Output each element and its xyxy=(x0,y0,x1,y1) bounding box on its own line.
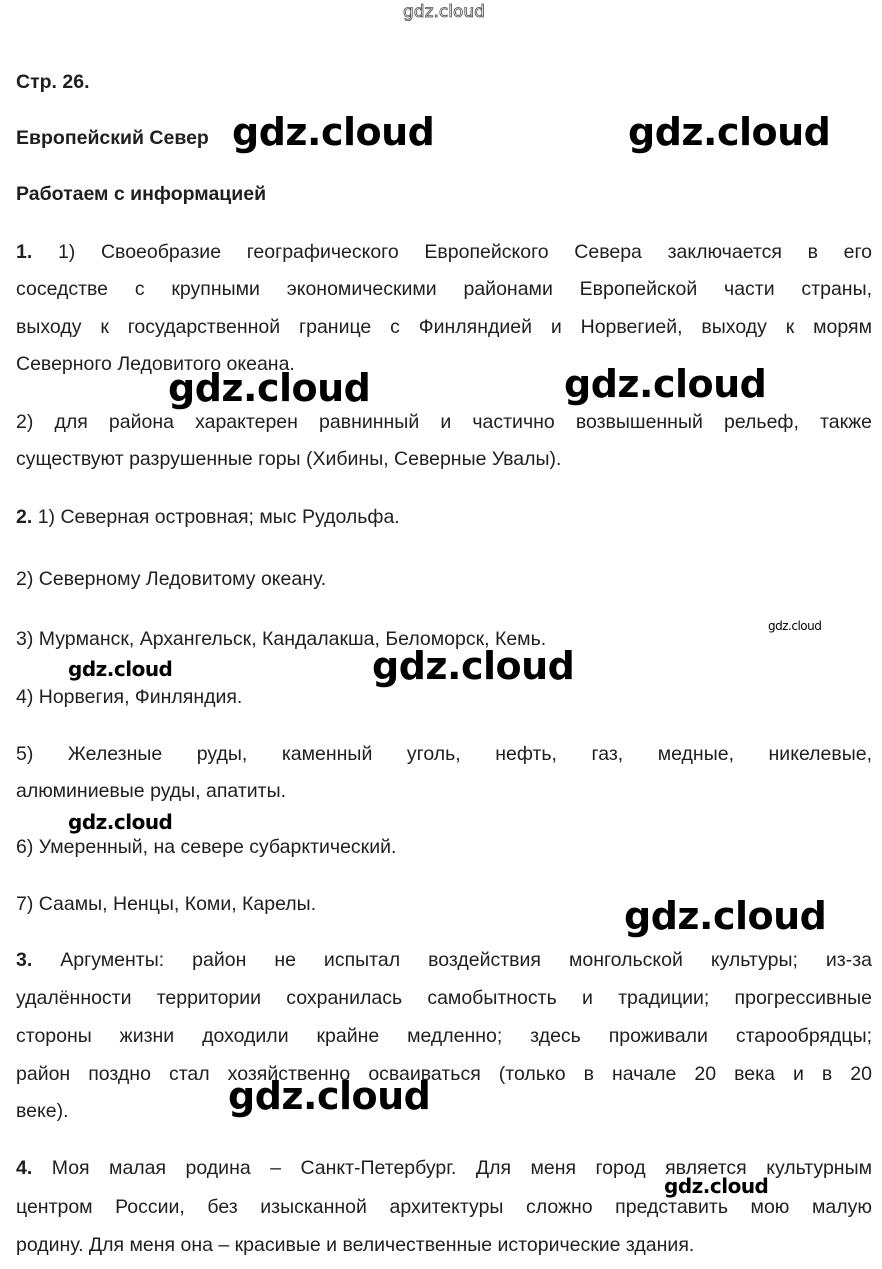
q3-line-5: веке). xyxy=(16,1100,69,1122)
watermark: gdz.cloud xyxy=(168,366,371,410)
watermark: gdz.cloud xyxy=(372,644,575,688)
q2-answer-2: 2) Северному Ледовитому океану. xyxy=(16,568,327,590)
q1-number: 1. xyxy=(16,241,33,263)
subsection-title: Работаем с информацией xyxy=(16,183,267,205)
q1-line-4: Северного Ледовитого океана. xyxy=(16,353,295,375)
q1-line-1: 1. 1) Своеобразие географического Европейского Севера заключается в его xyxy=(16,241,872,263)
watermark: gdz.cloud xyxy=(628,110,831,154)
watermark: gdz.cloud xyxy=(624,894,827,938)
watermark: gdz.cloud xyxy=(664,1174,769,1198)
q2-answer-6: 6) Умеренный, на севере субарктический. xyxy=(16,836,397,858)
q3-line-1: 3. Аргументы: район не испытал воздействия монгольской культуры; из-за xyxy=(16,949,872,971)
watermark: gdz.cloud xyxy=(228,1074,431,1118)
q2-answer-5-line-1: 5) Железные руды, каменный уголь, нефть, газ, медные, никелевые, xyxy=(16,743,872,765)
q2-answer-5-line-2: алюминиевые руды, апатиты. xyxy=(16,780,287,802)
header-watermark: gdz.cloud xyxy=(403,2,485,22)
q2-answer-1: 2. 1) Северная островная; мыс Рудольфа. xyxy=(16,506,400,528)
page-label: Стр. 26. xyxy=(16,71,90,93)
watermark: gdz.cloud xyxy=(68,810,173,834)
q1-line-3: выходу к государственной границе с Финляндией и Норвегией, выходу к морям xyxy=(16,316,872,338)
q2-answer-4: 4) Норвегия, Финляндия. xyxy=(16,686,243,708)
q2-answer-3: 3) Мурманск, Архангельск, Кандалакша, Беломорск, Кемь. xyxy=(16,628,547,650)
q3-line-4: район поздно стал хозяйственно осваиваться (только в начале 20 века и в 20 xyxy=(16,1063,872,1085)
q1-line-6: существуют разрушенные горы (Хибины, Северные Увалы). xyxy=(16,448,562,470)
watermark: gdz.cloud xyxy=(768,619,822,633)
watermark: gdz.cloud xyxy=(232,110,435,154)
q3-line-2: удалённости территории сохранилась самобытность и традиции; прогрессивные xyxy=(16,987,872,1009)
q1-line-2: соседстве с крупными экономическими районами Европейской части страны, xyxy=(16,278,872,300)
q4-number: 4. xyxy=(16,1157,33,1179)
q4-line-1: 4. Моя малая родина – Санкт-Петербург. Для меня город является культурным xyxy=(16,1157,873,1179)
q1-line-5: 2) для района характерен равнинный и частично возвышенный рельеф, также xyxy=(16,411,872,433)
q2-answer-7: 7) Саамы, Ненцы, Коми, Карелы. xyxy=(16,893,317,915)
watermark: gdz.cloud xyxy=(68,657,173,681)
q3-line-3: стороны жизни доходили крайне медленно; здесь проживали старообрядцы; xyxy=(16,1025,872,1047)
q2-number: 2. xyxy=(16,506,33,528)
q4-line-2: центром России, без изысканной архитектуры сложно представить мою малую xyxy=(16,1196,872,1218)
q3-number: 3. xyxy=(16,949,33,971)
watermark: gdz.cloud xyxy=(564,362,767,406)
q4-line-3: родину. Для меня она – красивые и величественные исторические здания. xyxy=(16,1234,695,1256)
section-title: Европейский Север xyxy=(16,127,209,149)
